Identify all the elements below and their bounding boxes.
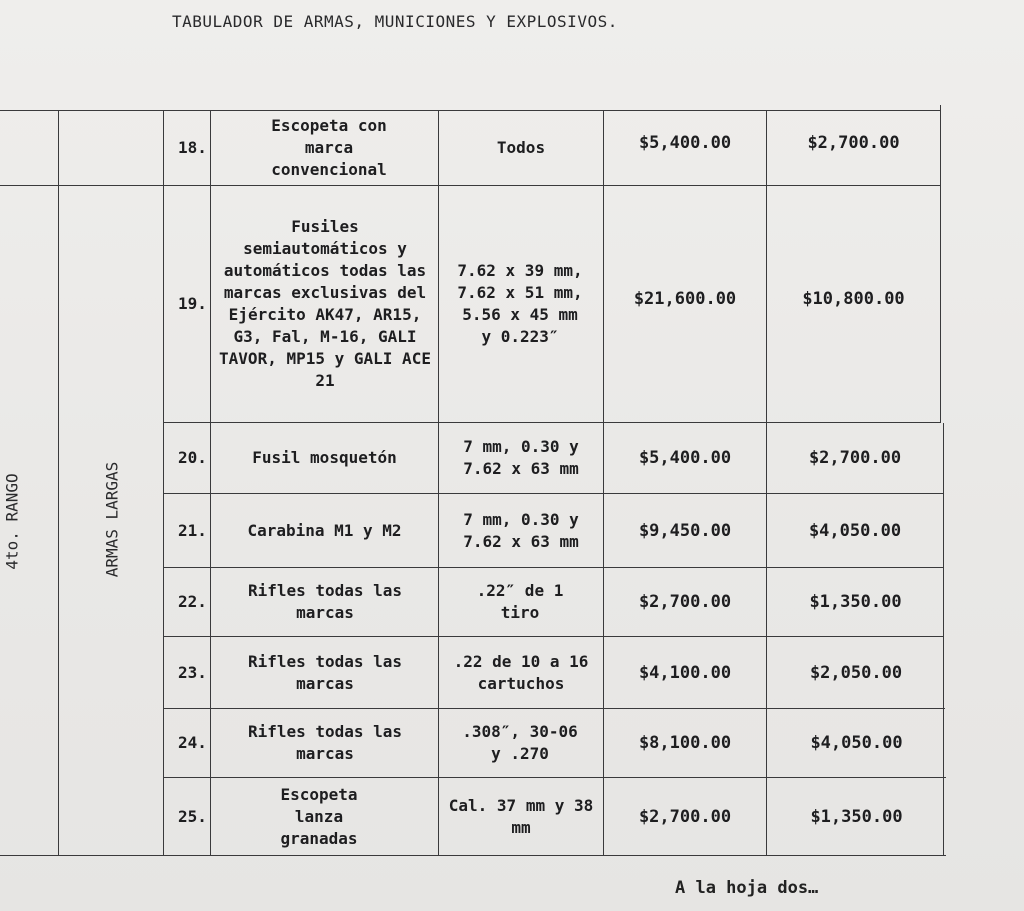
caliber-cell: 7 mm, 0.30 y 7.62 x 63 mm: [463, 509, 579, 551]
price-a-cell: $4,100.00: [638, 662, 732, 683]
weapon-cell: Rifles todas las marcas: [247, 722, 403, 763]
price-a-cell: $9,450.00: [638, 520, 732, 541]
caliber-cell: .308″, 30-06 y .270: [462, 722, 578, 763]
price-a-cell: $21,600.00: [633, 289, 737, 309]
price-b-cell: $1,350.00: [809, 592, 902, 612]
row-number: 24.: [178, 733, 207, 752]
page-footer: A la hoja dos…: [675, 878, 819, 898]
price-a-cell: $8,100.00: [638, 733, 732, 753]
price-b-cell: $2,700.00: [808, 448, 902, 468]
row-number: 20.: [178, 448, 207, 467]
caliber-cell: .22″ de 1 tiro: [476, 581, 564, 622]
document-title: TABULADOR DE ARMAS, MUNICIONES Y EXPLOSIVOS.: [172, 12, 618, 31]
price-a-cell: $5,400.00: [638, 133, 732, 153]
price-b-cell: $4,050.00: [810, 733, 903, 753]
price-b-cell: $2,700.00: [807, 133, 900, 153]
row-number: 19.: [178, 294, 207, 313]
price-b-cell: $10,800.00: [802, 289, 905, 309]
row-number: 25.: [178, 806, 207, 826]
caliber-cell: 7 mm, 0.30 y 7.62 x 63 mm: [463, 437, 579, 478]
rank-label: 4to. RANGO: [2, 473, 22, 570]
price-b-cell: $1,350.00: [810, 806, 903, 827]
weapon-cell: Rifles todas las marcas: [247, 651, 403, 693]
weapon-cell: Escopeta lanza granadas: [280, 784, 358, 848]
row-number: 21.: [178, 520, 207, 540]
row-number: 23.: [178, 662, 207, 682]
row-number: 18.: [178, 138, 207, 157]
category-label: ARMAS LARGAS: [102, 461, 122, 578]
weapon-cell: Escopeta con marca convencional: [271, 116, 387, 179]
caliber-cell: Cal. 37 mm y 38 mm: [448, 795, 594, 837]
price-a-cell: $5,400.00: [638, 448, 732, 468]
price-b-cell: $2,050.00: [809, 662, 903, 683]
weapon-cell: Rifles todas las marcas: [247, 581, 403, 622]
price-b-cell: $4,050.00: [808, 520, 902, 541]
price-a-cell: $2,700.00: [638, 592, 732, 612]
caliber-cell: Todos: [496, 138, 546, 157]
weapon-cell: Fusil mosquetón: [252, 448, 397, 467]
weapon-cell: Carabina M1 y M2: [247, 520, 402, 540]
caliber-cell: 7.62 x 39 mm, 7.62 x 51 mm, 5.56 x 45 mm y 0.223″: [457, 261, 583, 346]
price-a-cell: $2,700.00: [638, 806, 732, 827]
caliber-cell: .22 de 10 a 16 cartuchos: [453, 651, 589, 693]
row-number: 22.: [178, 592, 207, 611]
weapon-cell: Fusiles semiautomáticos y automáticos todas las marcas exclusivas del Ejército AK47, AR15, G3, Fal, M-16, GALI TAVOR, MP15 y GALI ACE 21: [219, 217, 431, 390]
